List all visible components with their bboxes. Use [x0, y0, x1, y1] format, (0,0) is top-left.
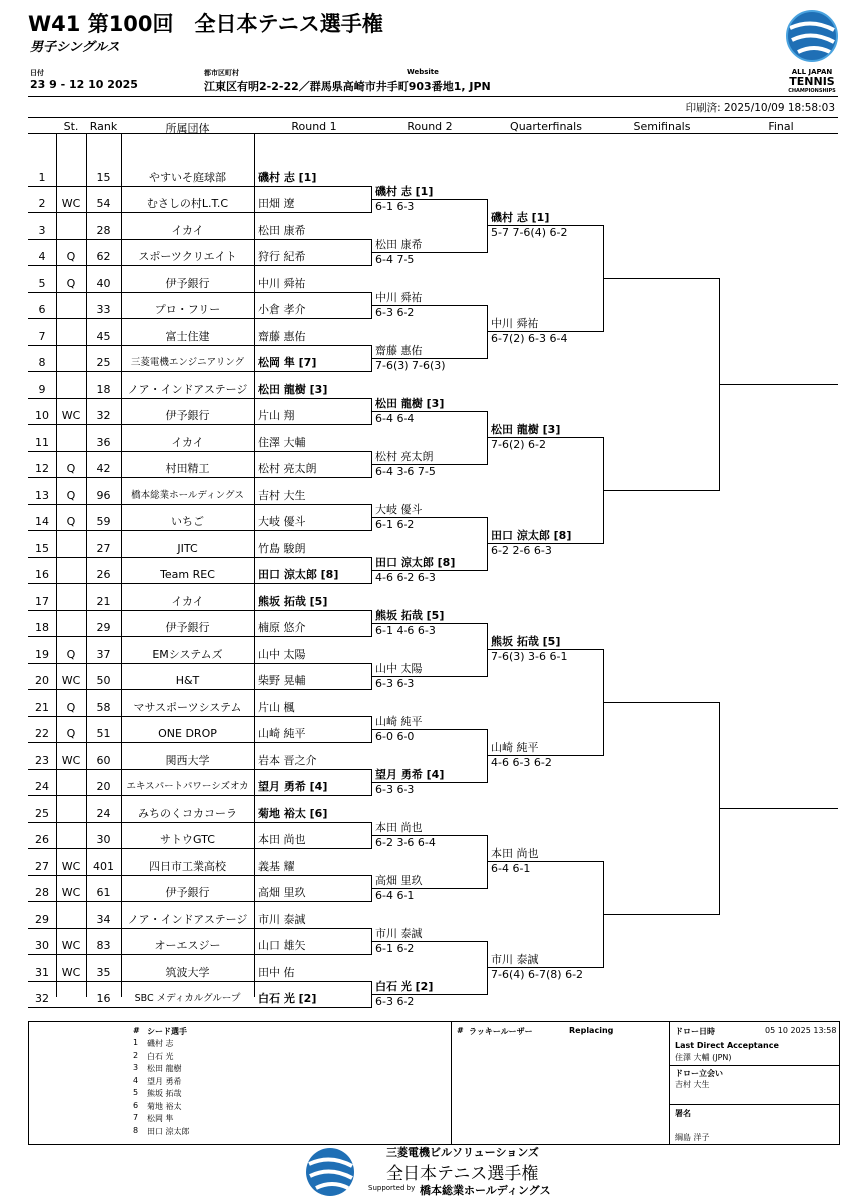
round2-winner: 磯村 志 [1]	[375, 184, 434, 198]
seed-position: 8	[38, 356, 46, 369]
player-club: 伊予銀行	[165, 621, 210, 634]
header-rule	[28, 117, 838, 118]
seed-position: 22	[35, 727, 49, 740]
round2-winner: 松田 龍樹 [3]	[375, 396, 445, 410]
date-value: 23 9 - 12 10 2025	[30, 78, 138, 91]
seed-name: 白石 光	[147, 1051, 174, 1061]
player-name: 白石 光 [2]	[258, 992, 317, 1005]
bracket-line	[28, 292, 372, 293]
bracket-line	[719, 384, 838, 385]
quarterfinal-score: 6-7(2) 6-3 6-4	[491, 332, 568, 346]
col-header-semifinals: Semifinals	[633, 120, 691, 133]
player-rank: 60	[96, 753, 111, 767]
round2-winner: 本田 尚也	[375, 820, 423, 834]
bracket-line	[28, 689, 372, 690]
quarterfinal-winner: 山崎 純平	[491, 741, 539, 755]
seed-position: 1	[38, 170, 46, 184]
seed-position: 11	[35, 435, 49, 449]
player-name: 田畑 遼	[258, 197, 295, 210]
player-club: Team REC	[160, 568, 215, 581]
player-club: 橋本総業ホールディングス	[131, 489, 244, 501]
player-name: 竹島 駿朗	[258, 541, 306, 555]
round2-score: 6-3 6-2	[375, 994, 415, 1008]
date-label: 日付	[30, 69, 44, 77]
bracket-line	[28, 477, 372, 478]
player-rank: 21	[96, 594, 111, 608]
player-name: 松村 亮太朗	[258, 462, 317, 475]
player-club: 伊予銀行	[165, 409, 210, 422]
seed-position: 28	[35, 886, 49, 899]
player-name: 田中 佑	[258, 965, 295, 979]
round2-score: 6-4 7-5	[375, 252, 415, 266]
player-club: やすいそ庭球部	[149, 170, 226, 184]
event-subtitle: 男子シングルス	[30, 40, 120, 55]
sponsor-line1: 三菱電機ビルソリューションズ	[386, 1146, 539, 1159]
bracket-line	[28, 186, 372, 187]
seed-number: 3	[133, 1063, 139, 1072]
seed-position: 19	[35, 647, 49, 661]
bracket-line	[28, 954, 372, 955]
seed-name: 田口 涼太郎	[147, 1126, 190, 1136]
bracket-line	[603, 278, 720, 279]
quarterfinal-score: 4-6 6-3 6-2	[491, 756, 552, 770]
bracket-line	[28, 742, 372, 743]
round2-winner: 田口 涼太郎 [8]	[375, 555, 456, 569]
seed-header-no: #	[133, 1026, 140, 1035]
lucky-header-no: #	[457, 1026, 464, 1035]
player-club: ONE DROP	[158, 727, 217, 740]
round2-winner: 山崎 純平	[375, 714, 423, 728]
bracket-line	[28, 583, 372, 584]
round2-winner: 松田 康希	[375, 237, 423, 251]
signature-value: 綱島 洋子	[675, 1133, 710, 1142]
seed-position: 9	[38, 382, 46, 396]
all-japan-tennis-logo	[780, 8, 844, 96]
player-name: 義基 耀	[258, 859, 295, 873]
seed-number: 4	[133, 1075, 139, 1085]
entry-status: Q	[66, 276, 76, 290]
signature-label: 署名	[675, 1109, 691, 1118]
city-value: 江東区有明2-2-22／群馬県高崎市井手町903番地1, JPN	[204, 80, 491, 93]
quarterfinal-score: 7-6(4) 6-7(8) 6-2	[491, 968, 584, 982]
player-club: イカイ	[171, 223, 204, 237]
seed-position: 2	[38, 197, 46, 210]
bracket-line	[28, 371, 372, 372]
round2-score: 6-4 6-4	[375, 411, 415, 425]
round2-winner: 白石 光 [2]	[375, 979, 434, 993]
printed-timestamp: 印刷済: 2025/10/09 18:58:03	[685, 102, 835, 114]
player-name: 松岡 隼 [7]	[258, 356, 317, 369]
player-rank: 15	[96, 170, 111, 184]
player-club: マサスポーツシステム	[133, 700, 242, 714]
round2-score: 6-3 6-2	[375, 305, 415, 319]
quarterfinal-score: 7-6(2) 6-2	[491, 438, 547, 452]
player-name: 狩行 紀希	[258, 250, 306, 263]
witness-value: 吉村 大生	[675, 1080, 710, 1089]
seed-position: 13	[35, 488, 49, 502]
round2-score: 6-2 3-6 6-4	[375, 835, 436, 849]
bracket-line	[28, 716, 372, 717]
player-club: 伊予銀行	[165, 886, 210, 899]
seed-name: 松田 龍樹	[147, 1064, 182, 1073]
player-rank: 96	[96, 488, 111, 502]
entry-status: Q	[66, 727, 76, 740]
seed-position: 18	[35, 621, 49, 634]
quarterfinal-winner: 磯村 志 [1]	[491, 211, 550, 225]
seed-position: 30	[35, 939, 49, 952]
player-name: 高畑 里玖	[258, 886, 306, 899]
player-club: H&T	[175, 674, 200, 687]
logo-line-1: ALL JAPAN	[791, 68, 833, 76]
col-header-club: 所属団体	[165, 122, 210, 135]
footer-divider	[669, 1065, 839, 1066]
player-rank: 58	[96, 700, 111, 714]
player-club: SBC メディカルグループ	[134, 993, 241, 1004]
round2-winner: 市川 泰誠	[375, 926, 423, 940]
sponsor-line2: 全日本テニス選手権	[386, 1164, 539, 1184]
player-club: 三菱電機エンジニアリング	[130, 357, 245, 368]
player-rank: 24	[96, 806, 111, 820]
bracket-line	[28, 398, 372, 399]
round2-score: 6-3 6-3	[375, 782, 415, 796]
seed-position: 7	[38, 329, 46, 343]
player-club: 伊予銀行	[165, 276, 210, 290]
player-rank: 62	[96, 250, 111, 263]
bracket-line	[28, 901, 372, 902]
quarterfinal-winner: 田口 涼太郎 [8]	[491, 529, 572, 543]
seed-position: 4	[38, 250, 46, 263]
player-rank: 35	[96, 965, 111, 979]
col-header-round2: Round 2	[407, 120, 453, 133]
player-club: イカイ	[171, 594, 204, 608]
bracket-line	[28, 928, 372, 929]
player-name: 市川 泰誠	[258, 912, 306, 926]
bracket-line	[28, 610, 372, 611]
round2-winner: 高畑 里玖	[375, 873, 423, 887]
quarterfinal-score: 5-7 7-6(4) 6-2	[491, 226, 568, 240]
player-club: ノア・インドアステージ	[127, 382, 248, 396]
round2-score: 4-6 6-2 6-3	[375, 570, 436, 584]
entry-status: WC	[61, 197, 81, 210]
bracket-line	[28, 875, 372, 876]
supported-by-label: Supported by	[368, 1184, 416, 1192]
bracket-line	[28, 769, 372, 770]
footer-divider	[669, 1022, 670, 1144]
col-header-quarterfinals: Quarterfinals	[510, 120, 582, 133]
quarterfinal-winner: 熊坂 拓哉 [5]	[491, 635, 561, 649]
logo-line-3: CHAMPIONSHIPS	[788, 88, 836, 94]
seed-number: 1	[133, 1038, 139, 1047]
lucky-loser-header: ラッキールーザー	[469, 1027, 533, 1036]
player-name: 本田 尚也	[258, 833, 306, 846]
seed-position: 14	[35, 515, 49, 528]
player-rank: 33	[96, 303, 111, 316]
entry-status: WC	[61, 753, 81, 767]
player-club: 四日市工業高校	[149, 859, 226, 873]
player-club: プロ・フリー	[154, 303, 221, 316]
player-rank: 50	[96, 674, 111, 687]
table-divider	[254, 133, 255, 997]
player-rank: 401	[93, 859, 114, 873]
round2-winner: 熊坂 拓哉 [5]	[375, 608, 445, 622]
footer-box	[28, 1021, 840, 1145]
round2-winner: 大岐 優斗	[375, 502, 423, 516]
player-name: 松田 龍樹 [3]	[258, 382, 328, 396]
seed-position: 5	[38, 276, 46, 290]
bracket-line	[28, 265, 372, 266]
player-rank: 27	[96, 541, 111, 555]
seed-position: 12	[35, 462, 49, 475]
player-rank: 37	[96, 647, 111, 661]
round2-winner: 望月 勇希 [4]	[375, 767, 445, 781]
round2-score: 6-1 6-2	[375, 517, 415, 531]
seed-position: 23	[35, 753, 49, 767]
player-club: JITC	[177, 541, 198, 555]
bracket-line	[603, 914, 720, 915]
round2-score: 6-4 6-1	[375, 888, 415, 902]
entry-status: Q	[66, 515, 76, 528]
player-club: EMシステムズ	[152, 647, 223, 661]
player-rank: 16	[96, 992, 111, 1005]
round2-score: 7-6(3) 7-6(3)	[375, 358, 446, 372]
player-rank: 45	[96, 329, 111, 343]
player-name: 菊地 裕太 [6]	[258, 806, 328, 820]
player-name: 熊坂 拓哉 [5]	[258, 594, 328, 608]
player-name: 片山 翔	[258, 409, 295, 422]
round2-winner: 山中 太陽	[375, 661, 423, 675]
quarterfinal-score: 6-4 6-1	[491, 862, 531, 876]
seed-number: 8	[133, 1125, 139, 1135]
round2-score: 6-1 6-3	[375, 199, 415, 213]
col-header-round1: Round 1	[291, 120, 337, 133]
player-club: イカイ	[171, 435, 204, 449]
seed-name: 磯村 志	[147, 1039, 174, 1048]
player-club: スポーツクリエイト	[138, 250, 237, 263]
player-club: オーエスジー	[154, 939, 221, 952]
seed-name: 菊地 裕太	[147, 1101, 182, 1111]
player-rank: 18	[96, 382, 111, 396]
player-rank: 20	[96, 780, 111, 793]
entry-status: Q	[66, 647, 76, 661]
player-rank: 61	[96, 886, 111, 899]
player-club: いちご	[171, 515, 204, 528]
player-name: 望月 勇希 [4]	[258, 780, 328, 793]
seed-position: 10	[35, 409, 49, 422]
player-name: 住澤 大輔	[258, 435, 306, 449]
bracket-line	[719, 808, 838, 809]
bracket-line	[28, 345, 372, 346]
bracket-line	[28, 239, 372, 240]
entry-status: WC	[61, 965, 81, 979]
seed-position: 21	[35, 700, 49, 714]
entry-status: WC	[61, 859, 81, 873]
bracket-line	[28, 822, 372, 823]
city-label: 都市区町村	[204, 69, 239, 77]
bracket-line	[28, 795, 372, 796]
col-header-st: St.	[63, 120, 79, 133]
player-rank: 28	[96, 223, 111, 237]
player-rank: 40	[96, 276, 111, 290]
player-club: ノア・インドアステージ	[127, 912, 248, 926]
seed-position: 17	[35, 594, 49, 608]
seed-position: 3	[38, 223, 46, 237]
seed-header: シード選手	[147, 1027, 187, 1036]
entry-status: Q	[66, 488, 76, 502]
seed-position: 15	[35, 541, 49, 555]
player-rank: 83	[96, 939, 111, 952]
round2-score: 6-4 3-6 7-5	[375, 464, 436, 478]
bracket-line	[603, 702, 720, 703]
bracket-line	[28, 451, 372, 452]
quarterfinal-winner: 本田 尚也	[491, 847, 539, 861]
sponsor-block	[300, 1144, 600, 1198]
entry-status: Q	[66, 462, 76, 475]
quarterfinal-winner: 中川 舜祐	[491, 317, 539, 331]
player-club: みちのくコカコーラ	[138, 806, 237, 820]
seed-number: 6	[133, 1100, 139, 1110]
bracket-line	[28, 636, 372, 637]
bracket-line	[28, 212, 372, 213]
player-club: 村田精工	[165, 462, 210, 475]
header-rule	[28, 96, 838, 97]
bracket-line	[28, 848, 372, 849]
round2-winner: 松村 亮太朗	[375, 449, 434, 463]
round2-winner: 中川 舜祐	[375, 290, 423, 304]
player-rank: 42	[96, 462, 111, 475]
quarterfinal-score: 7-6(3) 3-6 6-1	[491, 650, 568, 664]
quarterfinal-score: 6-2 2-6 6-3	[491, 544, 552, 558]
player-name: 小倉 孝介	[258, 303, 306, 316]
player-name: 松田 康希	[258, 223, 306, 237]
bracket-line	[28, 424, 372, 425]
seed-position: 31	[35, 965, 49, 979]
player-name: 山口 雄矢	[258, 939, 306, 952]
sponsor-name: 橋本総業ホールディングス	[420, 1184, 551, 1197]
player-name: 岩本 晋之介	[258, 753, 317, 767]
page-title: W41 第100回 全日本テニス選手権	[28, 12, 383, 36]
lda-value: 住澤 大輔 (JPN)	[675, 1053, 732, 1062]
bracket-line	[28, 981, 372, 982]
seed-position: 6	[38, 303, 46, 316]
round2-score: 6-1 6-2	[375, 941, 415, 955]
player-rank: 54	[96, 197, 111, 210]
seed-number: 5	[133, 1088, 139, 1097]
player-rank: 29	[96, 621, 111, 634]
seed-number: 2	[133, 1050, 139, 1060]
entry-status: WC	[61, 674, 81, 687]
player-club: 富士住建	[165, 329, 210, 343]
entry-status: Q	[66, 250, 76, 263]
round2-score: 6-0 6-0	[375, 729, 415, 743]
seed-position: 16	[35, 568, 49, 581]
round2-score: 6-3 6-3	[375, 676, 415, 690]
seed-position: 32	[35, 992, 49, 1005]
witness-label: ドロー立会い	[675, 1069, 723, 1078]
player-rank: 36	[96, 435, 111, 449]
player-rank: 30	[96, 833, 111, 846]
quarterfinal-winner: 市川 泰誠	[491, 953, 539, 967]
seed-number: 7	[133, 1113, 139, 1122]
col-header-final: Final	[768, 120, 794, 133]
bracket-line	[28, 504, 372, 505]
lda-label: Last Direct Acceptance	[675, 1041, 779, 1050]
seed-position: 29	[35, 912, 49, 926]
player-club: エキスパートパワーシズオカ	[126, 781, 249, 792]
col-header-rank: Rank	[89, 120, 118, 133]
seed-position: 27	[35, 859, 49, 873]
quarterfinal-winner: 松田 龍樹 [3]	[491, 423, 561, 437]
player-name: 楠原 悠介	[258, 621, 306, 634]
bracket-line	[28, 557, 372, 558]
player-name: 柴野 晃輔	[258, 674, 306, 687]
footer-divider	[451, 1022, 452, 1144]
player-rank: 51	[96, 727, 111, 740]
seed-name: 熊坂 拓哉	[147, 1089, 182, 1098]
player-club: 筑波大学	[165, 965, 210, 979]
player-name: 片山 楓	[258, 700, 295, 714]
round2-score: 6-1 4-6 6-3	[375, 623, 436, 637]
player-name: 中川 舜祐	[258, 276, 306, 290]
tennis-ball-logo-icon	[780, 8, 844, 64]
bracket-line	[603, 490, 720, 491]
logo-line-2: TENNIS	[789, 75, 835, 88]
seed-position: 26	[35, 833, 49, 846]
player-name: 齋藤 惠佑	[258, 329, 306, 343]
entry-status: WC	[61, 886, 81, 899]
entry-status: WC	[61, 409, 81, 422]
player-rank: 25	[96, 356, 111, 369]
seed-position: 24	[35, 780, 49, 793]
bracket-line	[28, 530, 372, 531]
entry-status: Q	[66, 700, 76, 714]
player-rank: 32	[96, 409, 111, 422]
player-club: 関西大学	[165, 753, 210, 767]
player-name: 大岐 優斗	[258, 515, 306, 528]
draw-date-value: 05 10 2025 13:58	[765, 1026, 837, 1035]
player-rank: 34	[96, 912, 111, 926]
player-club: サトウGTC	[160, 833, 215, 846]
player-rank: 26	[96, 568, 111, 581]
seed-name: 松岡 隼	[147, 1114, 174, 1123]
seed-position: 20	[35, 674, 49, 687]
player-name: 磯村 志 [1]	[258, 170, 317, 184]
player-name: 山崎 純平	[258, 727, 306, 740]
website-label: Website	[407, 68, 439, 76]
seed-name: 望月 勇希	[147, 1076, 182, 1086]
player-club: むさしの村L.T.C	[146, 197, 229, 210]
footer-divider	[669, 1104, 839, 1105]
player-name: 田口 涼太郎 [8]	[258, 568, 339, 581]
bracket-line	[28, 663, 372, 664]
player-name: 吉村 大生	[258, 488, 306, 502]
player-rank: 59	[96, 515, 111, 528]
replacing-header: Replacing	[569, 1026, 614, 1035]
tennis-ball-logo-icon	[304, 1146, 356, 1198]
round2-winner: 齋藤 惠佑	[375, 343, 423, 357]
bracket-line	[28, 1007, 372, 1008]
seed-position: 25	[35, 806, 49, 820]
bracket-line	[28, 318, 372, 319]
player-name: 山中 太陽	[258, 647, 306, 661]
entry-status: WC	[61, 939, 81, 952]
draw-date-label: ドロー日時	[675, 1027, 715, 1036]
